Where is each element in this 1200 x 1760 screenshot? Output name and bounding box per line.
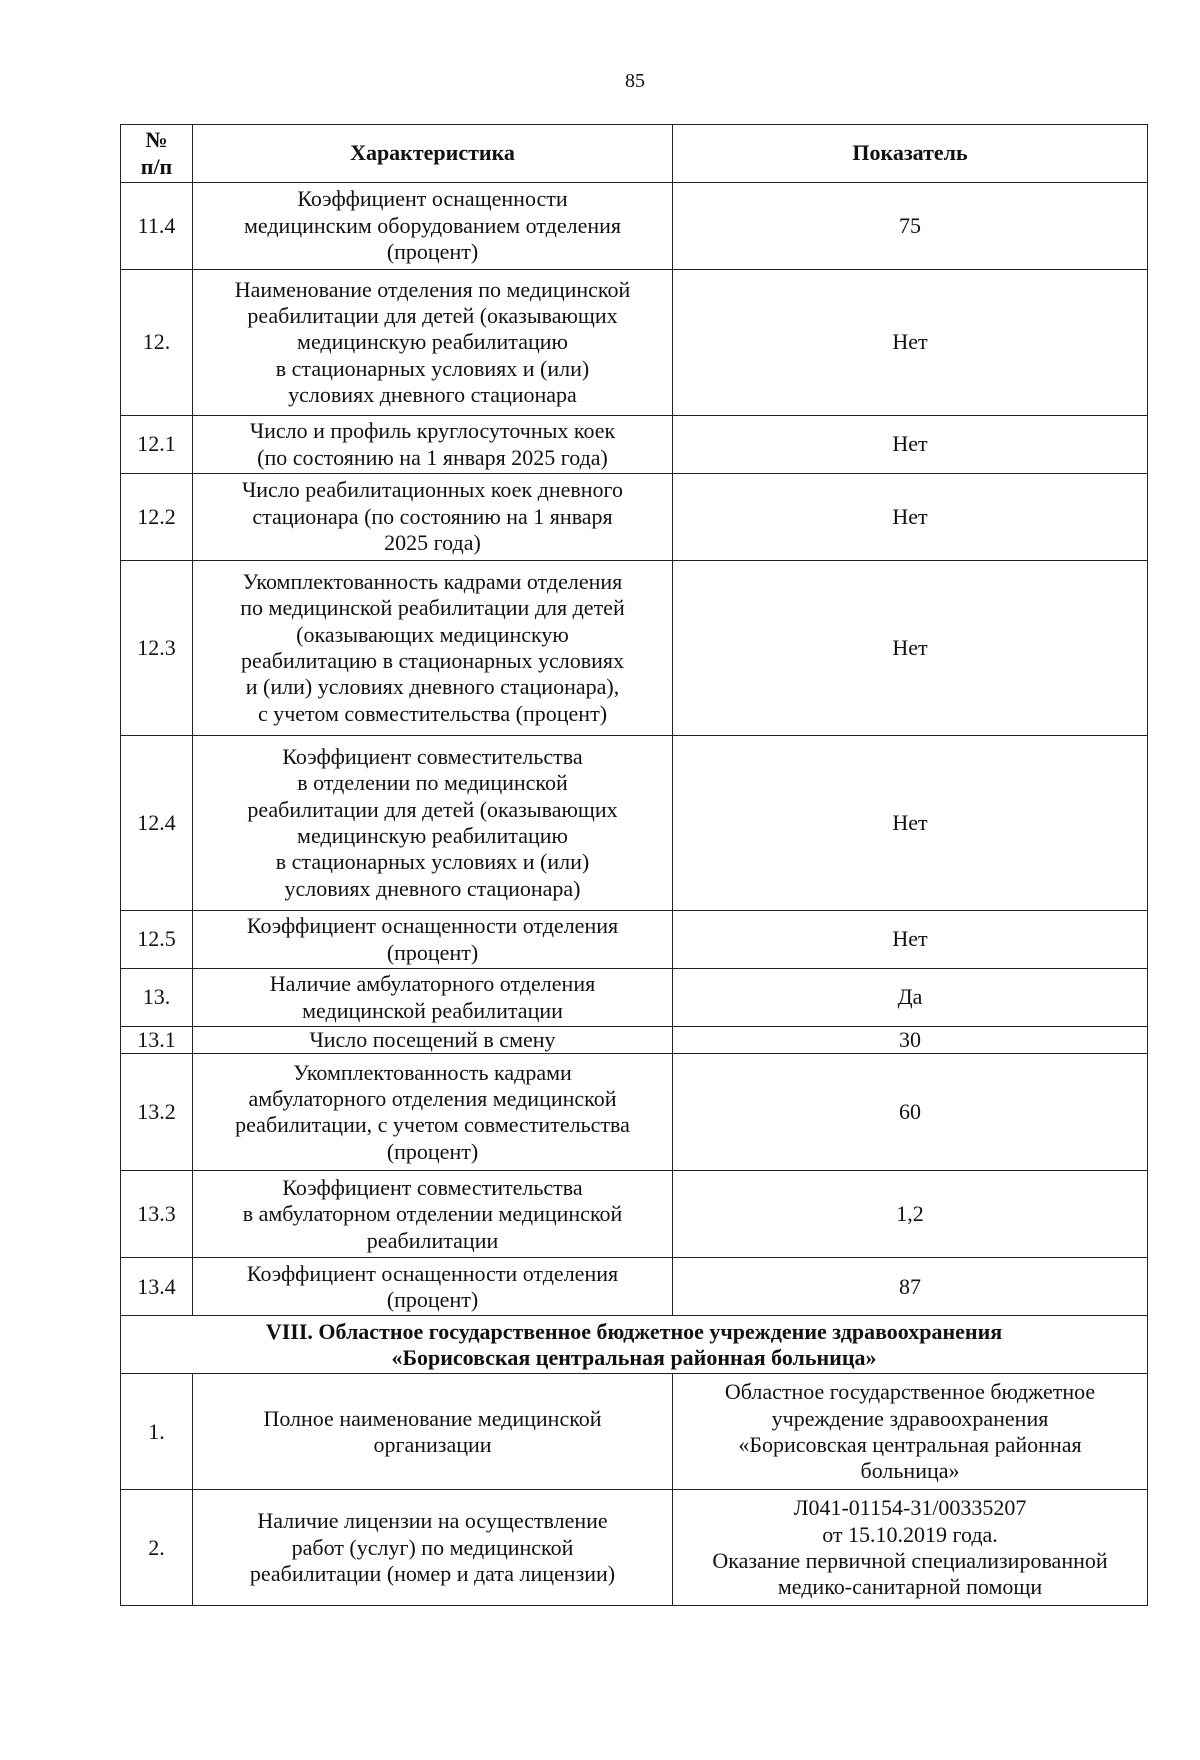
value-line: Нет	[892, 503, 928, 529]
table-row	[121, 1027, 1148, 1054]
characteristic-line: Наличие лицензии на осуществление	[257, 1508, 608, 1534]
characteristic-line: Коэффициент оснащенности отделения	[246, 913, 619, 939]
characteristic-cell	[193, 183, 673, 270]
characteristic-line: Укомплектованность кадрами	[293, 1059, 572, 1085]
value-line: больница»	[860, 1458, 960, 1484]
value-cell	[673, 183, 1148, 270]
row-number: 12.2	[121, 474, 193, 561]
value-cell	[673, 1258, 1148, 1316]
section-title	[121, 1316, 1148, 1374]
characteristic-cell	[193, 270, 673, 416]
characteristic-line: Полное наименование медицинской	[263, 1405, 602, 1431]
characteristic-line: Коэффициент оснащенности отделения	[246, 1260, 619, 1286]
value-line: учреждение здравоохранения	[771, 1405, 1049, 1431]
value-cell	[673, 969, 1148, 1027]
table-row	[121, 736, 1148, 911]
value-line: 87	[899, 1273, 921, 1299]
characteristic-line: в отделении по медицинской	[297, 770, 568, 796]
table-row	[121, 183, 1148, 270]
value-cell	[673, 474, 1148, 561]
table-row	[121, 1490, 1148, 1606]
characteristic-line: (процент)	[386, 939, 479, 965]
characteristic-line: реабилитации, с учетом совместительства	[235, 1112, 630, 1138]
value-line: Л041-01154-31/00335207	[793, 1495, 1027, 1521]
characteristic-line: медицинскую реабилитацию	[297, 329, 568, 355]
characteristic-cell	[193, 561, 673, 736]
characteristic-line: Наличие амбулаторного отделения	[269, 971, 596, 997]
characteristic-line: реабилитацию в стационарных условиях	[240, 648, 625, 673]
value-line: Нет	[892, 634, 928, 660]
row-number: 12.	[121, 270, 193, 416]
characteristic-line: Число и профиль круглосуточных коек	[249, 418, 616, 444]
characteristic-line: (процент)	[386, 239, 479, 265]
value-line: Нет	[892, 926, 928, 952]
value-line: Нет	[892, 431, 928, 457]
page-number: 85	[625, 70, 645, 92]
value-cell	[673, 416, 1148, 474]
header-number: № п/п	[121, 125, 193, 183]
table-row	[121, 911, 1148, 969]
header-value: Показатель	[673, 125, 1148, 183]
value-cell	[673, 270, 1148, 416]
characteristic-cell	[193, 1171, 673, 1258]
table-row	[121, 1374, 1148, 1490]
value-cell	[673, 911, 1148, 969]
section-row	[121, 1316, 1148, 1374]
header-characteristic: Характеристика	[193, 125, 673, 183]
table-row	[121, 270, 1148, 416]
value-line: 30	[899, 1027, 921, 1052]
table-row	[121, 474, 1148, 561]
value-line: Нет	[892, 809, 928, 835]
row-number: 13.	[121, 969, 193, 1027]
value-line: 75	[899, 212, 921, 238]
characteristic-line: по медицинской реабилитации для детей	[240, 595, 625, 621]
characteristic-cell	[193, 474, 673, 561]
characteristic-cell	[193, 911, 673, 969]
table-row	[121, 1171, 1148, 1258]
value-line: 60	[899, 1099, 921, 1125]
value-line: Да	[897, 984, 923, 1010]
row-number: 13.2	[121, 1054, 193, 1171]
value-line: от 15.10.2019 года.	[822, 1521, 998, 1547]
characteristic-line: амбулаторного отделения медицинской	[248, 1086, 617, 1111]
characteristic-cell	[193, 969, 673, 1027]
characteristic-line: стационара (по состоянию на 1 января	[252, 503, 613, 529]
row-number: 13.1	[121, 1027, 193, 1054]
characteristic-line: реабилитации (номер и дата лицензии)	[249, 1561, 616, 1587]
table-row	[121, 1258, 1148, 1316]
characteristic-line: условиях дневного стационара	[288, 382, 577, 408]
characteristic-line: в стационарных условиях и (или)	[275, 849, 590, 875]
characteristic-cell	[193, 1054, 673, 1171]
characteristic-cell	[193, 1490, 673, 1606]
value-cell	[673, 1171, 1148, 1258]
characteristic-line: реабилитации для детей (оказывающих	[247, 796, 618, 822]
characteristic-cell	[193, 1258, 673, 1316]
characteristic-line: медицинским оборудованием отделения	[243, 212, 622, 238]
characteristic-line: в стационарных условиях и (или)	[275, 355, 590, 381]
value-line: 1,2	[896, 1201, 924, 1227]
section-title-line: VIII. Областное государственное бюджетное учреждение здравоохранения	[265, 1318, 1003, 1344]
characteristic-line: Число реабилитационных коек дневного	[241, 477, 623, 503]
row-number: 12.3	[121, 561, 193, 736]
row-number: 11.4	[121, 183, 193, 270]
value-line: «Борисовская центральная районная	[738, 1431, 1082, 1457]
characteristic-line: Коэффициент совместительства	[282, 743, 583, 769]
characteristic-line: в амбулаторном отделении медицинской	[242, 1201, 623, 1227]
characteristic-line: условиях дневного стационара)	[284, 875, 581, 901]
value-line: Нет	[892, 329, 928, 355]
characteristic-line: 2025 года)	[384, 530, 481, 556]
characteristic-line: (по состоянию на 1 января 2025 года)	[257, 444, 608, 470]
characteristic-line: (оказывающих медицинскую	[296, 621, 569, 647]
value-line: медико-санитарной помощи	[777, 1574, 1043, 1600]
characteristics-table	[120, 124, 1148, 1606]
characteristic-line: медицинскую реабилитацию	[297, 823, 568, 848]
characteristic-line: работ (услуг) по медицинской	[291, 1534, 574, 1560]
value-cell	[673, 1054, 1148, 1171]
characteristic-line: Наименование отделения по медицинской	[234, 276, 631, 302]
value-line: Оказание первичной специализированной	[712, 1547, 1108, 1573]
characteristic-line: с учетом совместительства (процент)	[257, 700, 608, 726]
row-number: 12.5	[121, 911, 193, 969]
characteristic-line: (процент)	[386, 1286, 479, 1312]
characteristic-cell	[193, 736, 673, 911]
characteristic-cell	[193, 1374, 673, 1490]
characteristic-line: реабилитации для детей (оказывающих	[247, 302, 618, 328]
table-row	[121, 969, 1148, 1027]
row-number: 13.3	[121, 1171, 193, 1258]
row-number: 1.	[121, 1374, 193, 1490]
characteristic-line: реабилитации	[366, 1227, 499, 1253]
characteristic-line: Число посещений в смену	[309, 1027, 556, 1052]
table-row	[121, 1054, 1148, 1171]
characteristic-line: организации	[373, 1431, 492, 1457]
characteristic-line: и (или) условиях дневного стационара),	[245, 674, 620, 700]
header-row	[121, 125, 1148, 183]
characteristic-line: Укомплектованность кадрами отделения	[242, 568, 623, 594]
value-line: Областное государственное бюджетное	[724, 1379, 1096, 1405]
characteristic-cell	[193, 1027, 673, 1054]
row-number: 13.4	[121, 1258, 193, 1316]
characteristic-line: (процент)	[386, 1138, 479, 1164]
row-number: 2.	[121, 1490, 193, 1606]
characteristic-line: Коэффициент оснащенности	[297, 186, 568, 212]
value-cell	[673, 1027, 1148, 1054]
value-cell	[673, 561, 1148, 736]
value-cell	[673, 1490, 1148, 1606]
table-row	[121, 416, 1148, 474]
characteristic-cell	[193, 416, 673, 474]
value-cell	[673, 736, 1148, 911]
row-number: 12.1	[121, 416, 193, 474]
table-row	[121, 561, 1148, 736]
section-title-line: «Борисовская центральная районная больница»	[391, 1344, 877, 1370]
row-number: 12.4	[121, 736, 193, 911]
characteristic-line: медицинской реабилитации	[302, 997, 563, 1023]
value-cell	[673, 1374, 1148, 1490]
characteristic-line: Коэффициент совместительства	[282, 1174, 583, 1200]
